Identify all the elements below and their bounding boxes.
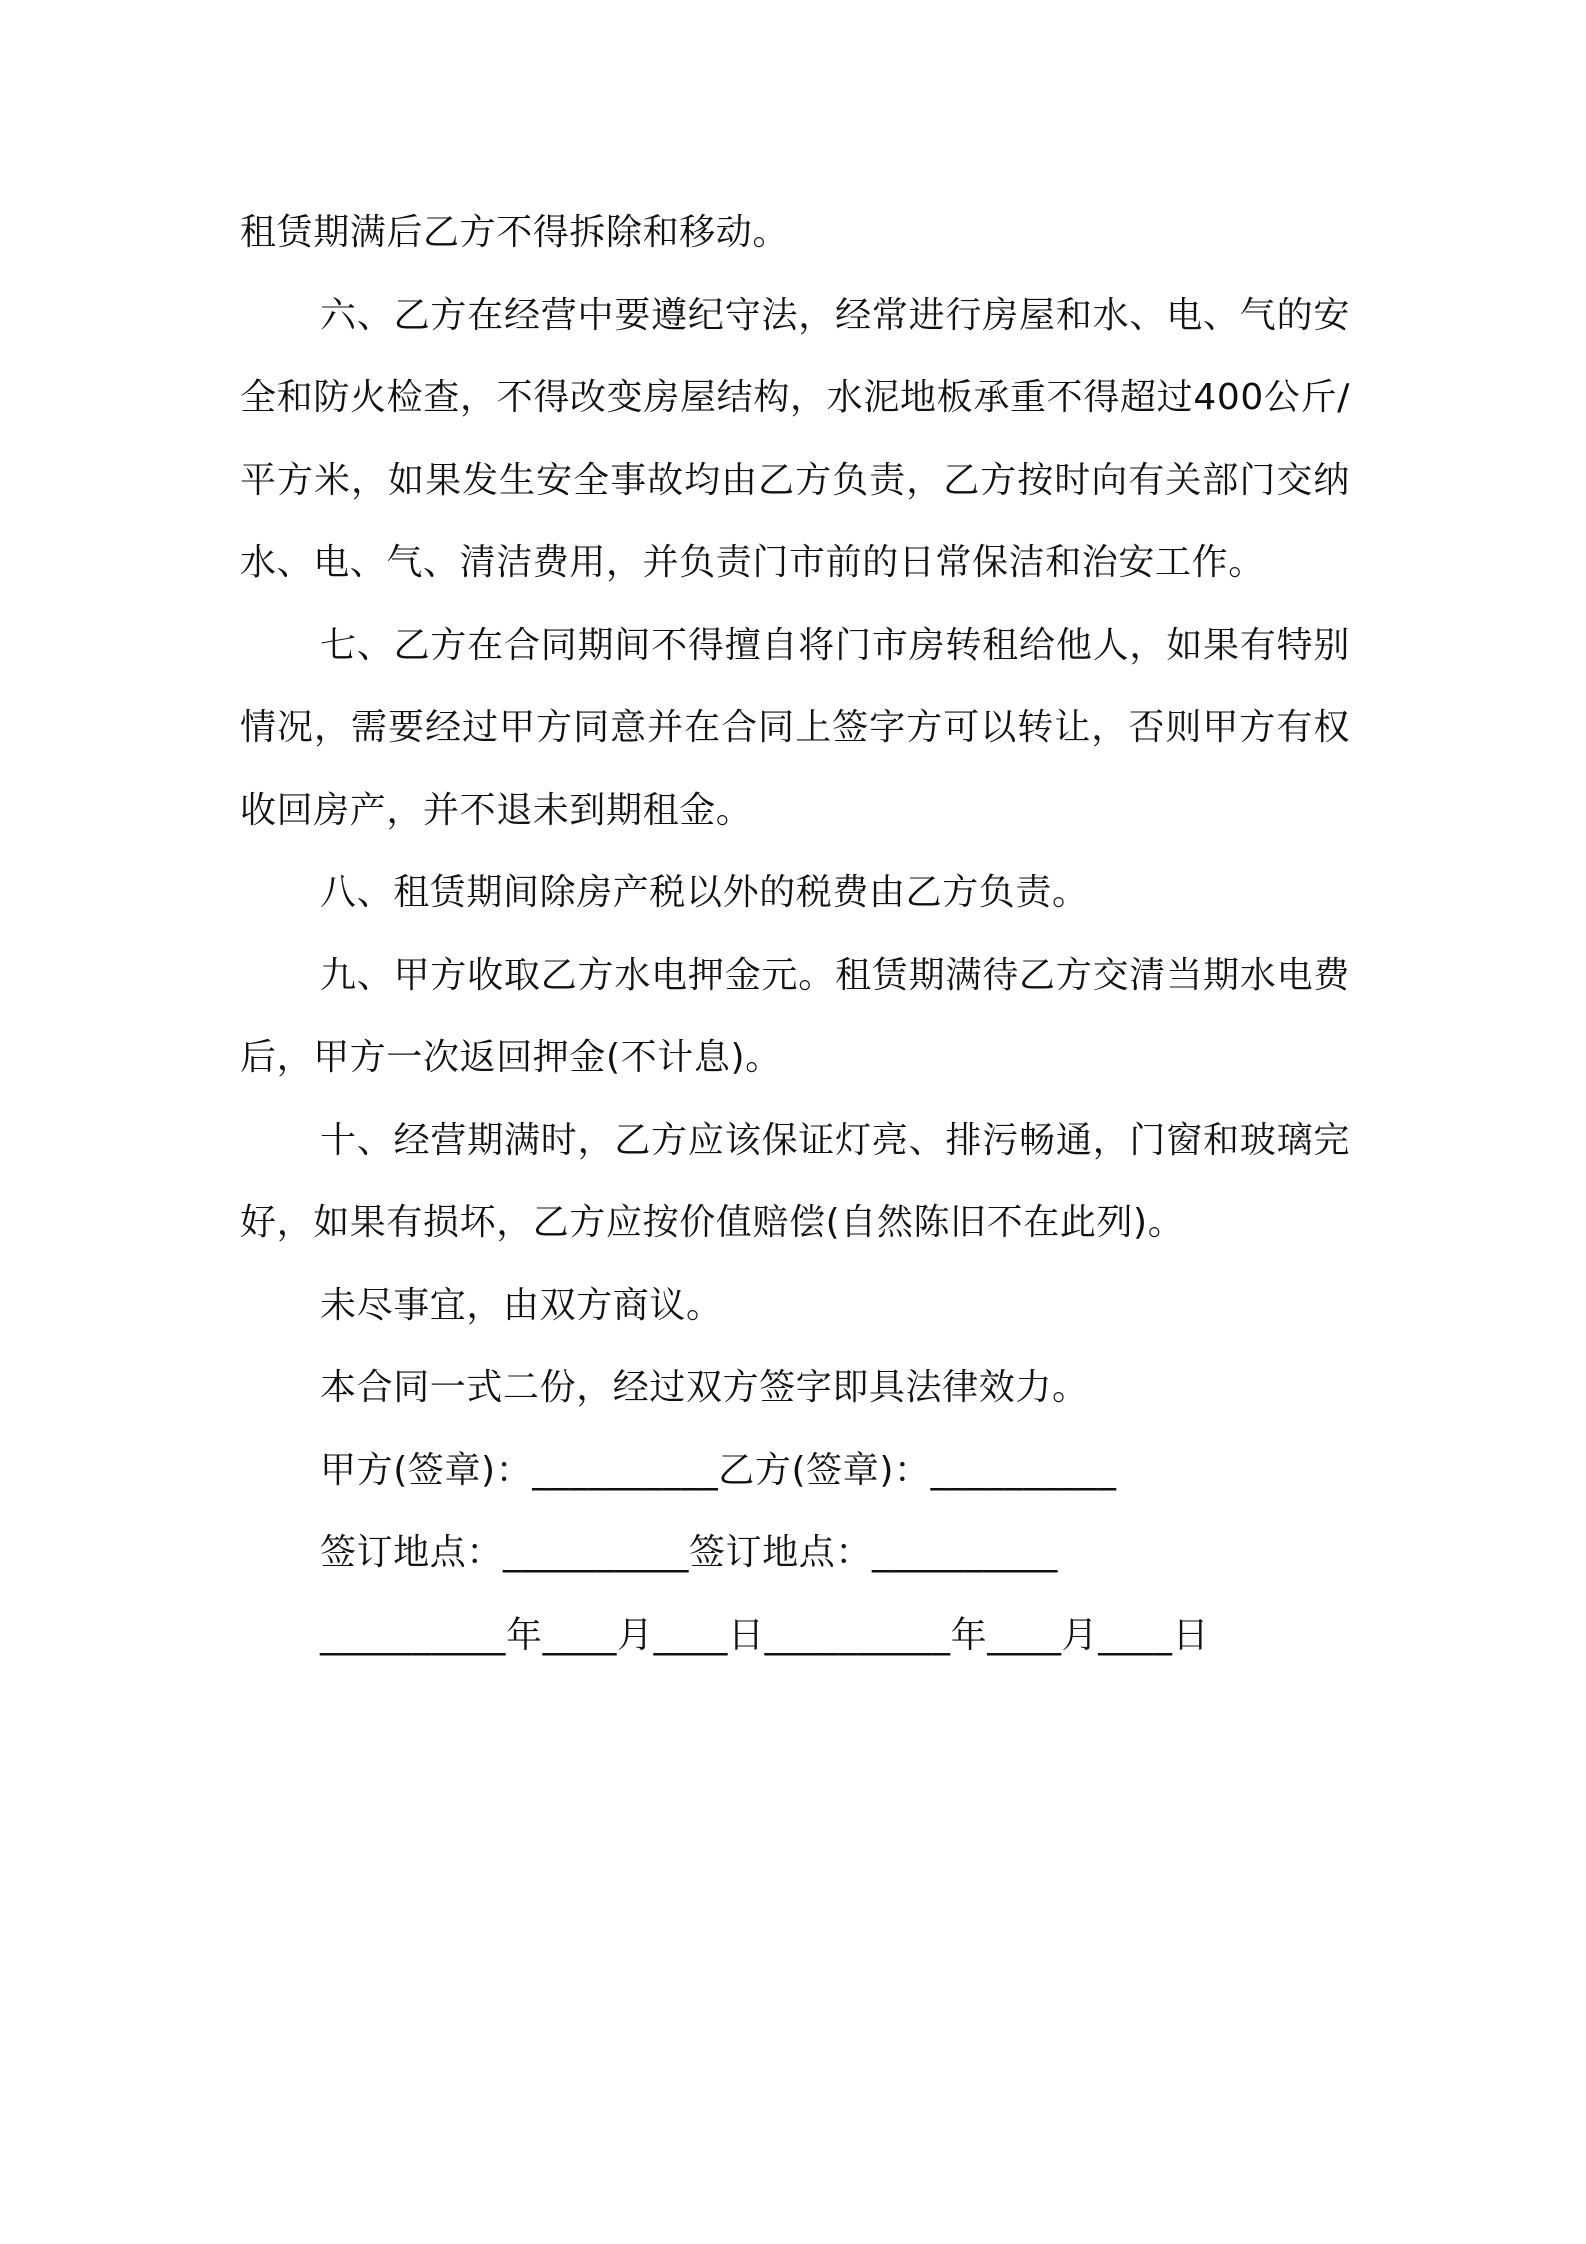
paragraph-clause-9: 九、甲方收取乙方水电押金元。租赁期满待乙方交清当期水电费后，甲方一次返回押金(不计息)。 [240, 954, 1350, 1078]
contract-body [240, 192, 1350, 1677]
paragraph-clause-8: 八、租赁期间除房产税以外的税费由乙方负责。 [320, 872, 1089, 913]
paragraph-unresolved-matters: 未尽事宜，由双方商议。 [320, 1284, 723, 1326]
paragraph-clause-7: 七、乙方在合同期间不得擅自将门市房转租给他人，如果有特别情况，需要经过甲方同意并在合同上签字方可以转让，否则甲方有权收回房产，并不退未到期租金。 [240, 624, 1350, 831]
signature-block [240, 1430, 1350, 1678]
paragraph-clause-6: 六、乙方在经营中要遵纪守法，经常进行房屋和水、电、气的安全和防火检查，不得改变房屋结构，水泥地板承重不得超过400公斤/平方米，如果发生安全事故均由乙方负责，乙方按时向有关部门交纳水、电、气、清洁费用，并负责门市前的日常保洁和治安工作。 [240, 294, 1350, 583]
paragraph-clause-10: 十、经营期满时，乙方应该保证灯亮、排污畅通，门窗和玻璃完好，如果有损坏，乙方应按价值赔偿(自然陈旧不在此列)。 [240, 1119, 1350, 1243]
signature-line-date: __________年____月____日__________年____月____日 [320, 1614, 1210, 1656]
paragraph-copies-validity: 本合同一式二份，经过双方签字即具法律效力。 [320, 1367, 1089, 1408]
paragraph-lease-end: 租赁期满后乙方不得拆除和移动。 [240, 212, 790, 253]
signature-line-place: 签订地点：__________签订地点：__________ [320, 1532, 1058, 1573]
signature-line-parties: 甲方(签章)：__________乙方(签章)：__________ [320, 1449, 1117, 1491]
